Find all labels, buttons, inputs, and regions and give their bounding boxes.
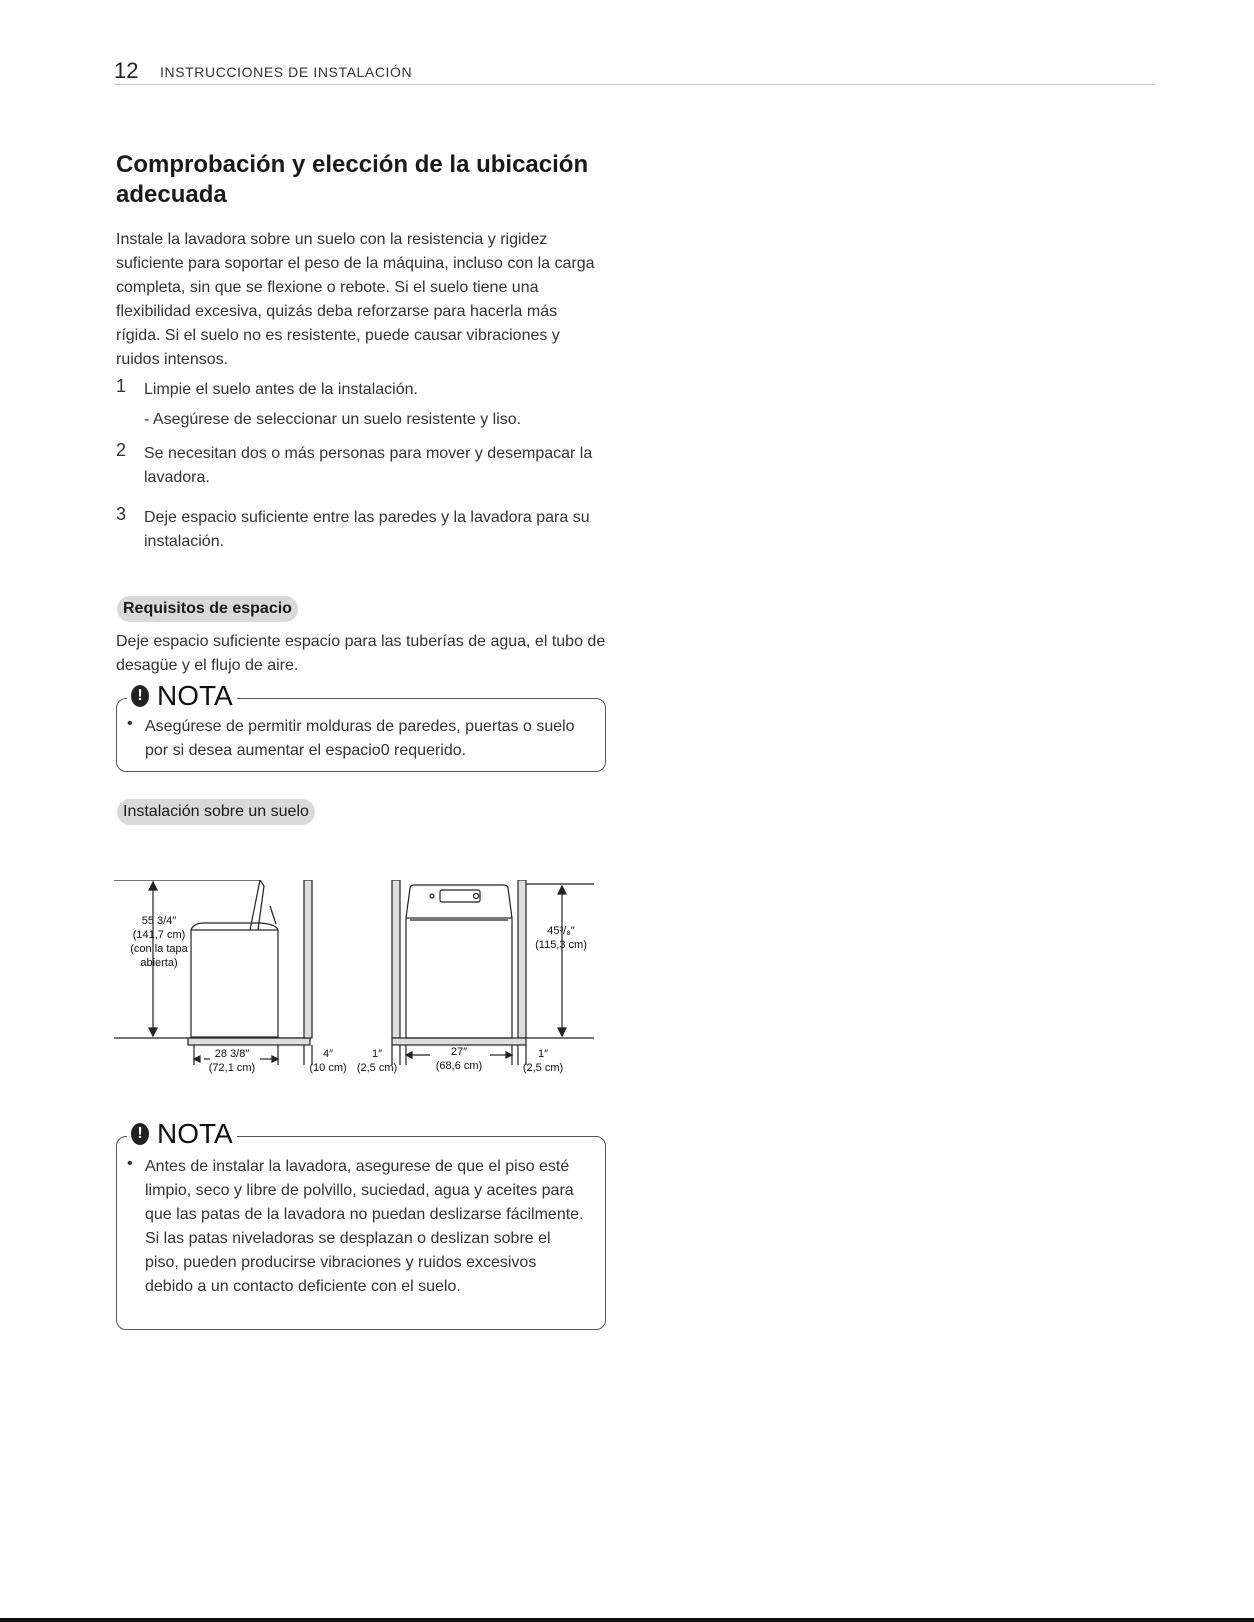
note-label: NOTA	[157, 1118, 233, 1149]
dim-text: 27″	[450, 1046, 468, 1058]
dim-label	[428, 1045, 490, 1073]
dim-text: 45³/₈″	[547, 925, 575, 937]
running-header: INSTRUCCIONES DE INSTALACIÓN	[160, 64, 413, 80]
note-text: Antes de instalar la lavadora, asegurese de que el piso esté limpio, seco y libre de polvillo, suciedad, agua y aceites para que las patas de la lavadora no puedan deslizarse fácilmente. Si las patas niveladoras se desplazan o deslizan sobre el piso, pueden producirse vibraciones y ruidos excesivos debido a un contacto deficiente con el suelo.	[145, 1158, 584, 1295]
dim-text: 4″	[322, 1048, 333, 1060]
section-title: Comprobación y elección de la ubicación adecuada	[116, 151, 589, 208]
bullet: •	[127, 715, 133, 732]
step-subtext: - Asegúrese de seleccionar un suelo resistente y liso.	[144, 411, 522, 428]
note-text: Asegúrese de permitir molduras de paredes, puertas o suelo por si desea aumentar el espacio0 requerido.	[145, 718, 575, 759]
note-header	[127, 1119, 237, 1149]
note-header	[127, 681, 237, 711]
dim-text: 28 3/8″	[214, 1048, 250, 1060]
dim-text: (10 cm)	[309, 1062, 347, 1074]
dim-label	[202, 1047, 262, 1075]
dim-label	[116, 914, 202, 970]
space-requirements-text: Deje espacio suficiente espacio para las tuberías de agua, el tubo de desagüe y el flujo de aire.	[116, 633, 606, 674]
page-number: 12	[114, 58, 139, 83]
dim-text: abierta)	[140, 957, 178, 969]
dim-label	[518, 1047, 568, 1075]
dim-label	[352, 1047, 402, 1075]
note-box	[116, 680, 606, 772]
dim-text: (68,6 cm)	[435, 1060, 483, 1072]
dim-text: (72,1 cm)	[208, 1062, 256, 1074]
exclamation-icon: !	[131, 685, 149, 707]
dim-text: 55 3/4″	[141, 915, 177, 927]
dim-label	[306, 1047, 350, 1075]
intro-paragraph: Instale la lavadora sobre un suelo con la resistencia y rigidez suficiente para soportar el peso de la máquina, incluso con la carga completa, sin que se flexione o rebote. Si el suelo tiene una flexibilidad excesiva, quizás deba reforzarse para hacerla más rígida. Si el suelo no es resistente, puede causar vibraciones y ruidos intensos.	[116, 231, 595, 368]
dim-text: (con la tapa	[130, 943, 188, 955]
step-number: 2	[116, 440, 127, 460]
note-box	[116, 1118, 606, 1330]
step-number: 3	[116, 504, 127, 524]
dim-text: (2,5 cm)	[356, 1062, 398, 1074]
clearance-diagram	[110, 880, 620, 1105]
floor-install-heading: Instalación sobre un suelo	[117, 799, 315, 825]
dim-label	[530, 924, 592, 952]
exclamation-icon: !	[131, 1123, 149, 1145]
dim-text: (2,5 cm)	[522, 1062, 564, 1074]
step-text: Limpie el suelo antes de la instalación.	[144, 381, 418, 398]
dim-text: (141,7 cm)	[132, 929, 186, 941]
dim-text: (115,3 cm)	[535, 939, 587, 951]
space-requirements-heading: Requisitos de espacio	[117, 596, 298, 622]
dim-text: 1″	[537, 1048, 548, 1060]
dim-text: 1″	[371, 1048, 382, 1060]
step-number: 1	[116, 376, 127, 396]
step-text: Se necesitan dos o más personas para mover y desempacar la lavadora.	[144, 445, 593, 486]
page-header	[114, 58, 1154, 85]
bottom-rule	[0, 1618, 1254, 1622]
bullet: •	[127, 1155, 133, 1172]
step-text: Deje espacio suficiente entre las paredes y la lavadora para su instalación.	[144, 509, 590, 550]
note-label: NOTA	[157, 680, 233, 711]
